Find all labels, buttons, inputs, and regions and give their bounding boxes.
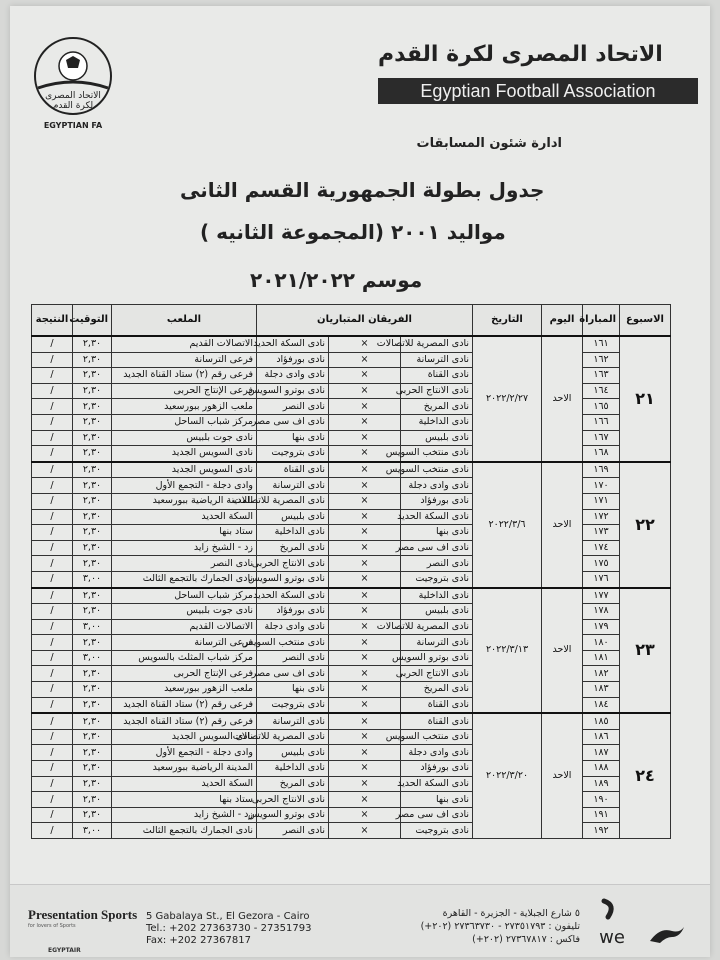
kickoff-time: ٢,٣٠: [73, 493, 112, 509]
versus-mark: ×: [329, 556, 401, 572]
home-team: نادى القناة: [401, 368, 473, 384]
venue: نادى جوت بلبيس: [112, 430, 257, 446]
home-team: نادى السكة الحديد: [401, 509, 473, 525]
match-result: /: [32, 462, 73, 478]
versus-mark: ×: [329, 635, 401, 651]
match-number: ١٧٥: [583, 556, 620, 572]
match-result: /: [32, 745, 73, 761]
week-number: ٢١: [620, 336, 671, 462]
kickoff-time: ٢,٣٠: [73, 729, 112, 745]
venue: مركز شباب المثلث بالسويس: [112, 650, 257, 666]
venue: ملعب الزهور ببورسعيد: [112, 682, 257, 698]
kickoff-time: ٢,٣٠: [73, 368, 112, 384]
match-result: /: [32, 509, 73, 525]
address-arabic: [421, 907, 580, 946]
home-team: نادى القناة: [401, 713, 473, 729]
week-number: ٢٢: [620, 462, 671, 588]
header-result: النتيجة: [32, 305, 73, 337]
home-team: نادى المريخ: [401, 399, 473, 415]
versus-mark: ×: [329, 761, 401, 777]
away-team: نادى السكة الحديد: [257, 336, 329, 352]
match-result: /: [32, 761, 73, 777]
address-line-ar: ٥ شارع الجبلاية - الجزيرة - القاهرة: [442, 908, 580, 919]
match-result: /: [32, 336, 73, 352]
versus-mark: ×: [329, 525, 401, 541]
header-teams: الفريقان المتباريان: [257, 305, 473, 337]
versus-mark: ×: [329, 430, 401, 446]
home-team: نادى الترسانة: [401, 352, 473, 368]
kickoff-time: ٢,٣٠: [73, 666, 112, 682]
away-team: نادى بوترو السويس: [257, 807, 329, 823]
match-number: ١٩٢: [583, 823, 620, 839]
away-team: نادى بتروجيت: [257, 697, 329, 713]
versus-mark: ×: [329, 792, 401, 808]
kickoff-time: ٢,٣٠: [73, 604, 112, 620]
away-team: نادى الداخلية: [257, 525, 329, 541]
header-match-no: المباراة: [583, 305, 620, 337]
header-day: اليوم: [542, 305, 583, 337]
kickoff-time: ٢,٣٠: [73, 745, 112, 761]
page-title: جدول بطولة الجمهورية القسم الثانى: [180, 178, 545, 202]
table-row: [32, 336, 671, 352]
fax-line: Fax: +202 27367817: [146, 935, 251, 946]
versus-mark: ×: [329, 588, 401, 604]
match-result: /: [32, 713, 73, 729]
venue: نادى الجمارك بالتجمع الثالث: [112, 571, 257, 587]
away-team: نادى الترسانة: [257, 478, 329, 494]
table-header-row: [32, 305, 671, 337]
versus-mark: ×: [329, 729, 401, 745]
versus-mark: ×: [329, 807, 401, 823]
home-team: نادى المريخ: [401, 682, 473, 698]
week-number: ٢٤: [620, 713, 671, 838]
match-number: ١٨٦: [583, 729, 620, 745]
versus-mark: ×: [329, 823, 401, 839]
venue: فرعى رقم (٢) ستاد القناة الجديد: [112, 368, 257, 384]
match-date: ٢٠٢٢/٢/٢٧: [473, 336, 542, 462]
table-row: [32, 713, 671, 729]
match-number: ١٧٣: [583, 525, 620, 541]
match-number: ١٧٠: [583, 478, 620, 494]
venue: فرعى رقم (٢) ستاد القناة الجديد: [112, 697, 257, 713]
venue: زد - الشيخ زايد: [112, 807, 257, 823]
match-result: /: [32, 729, 73, 745]
match-number: ١٨٧: [583, 745, 620, 761]
away-team: نادى الداخلية: [257, 761, 329, 777]
away-team: نادى اف سى مصر: [257, 666, 329, 682]
away-team: نادى بوترو السويس: [257, 571, 329, 587]
away-team: نادى المريخ: [257, 776, 329, 792]
match-result: /: [32, 383, 73, 399]
versus-mark: ×: [329, 368, 401, 384]
venue: فرعى رقم (٢) ستاد القناة الجديد: [112, 713, 257, 729]
venue: مركز شباب الساحل: [112, 588, 257, 604]
match-result: /: [32, 571, 73, 587]
versus-mark: ×: [329, 650, 401, 666]
kickoff-time: ٢,٣٠: [73, 399, 112, 415]
venue: نادى النصر: [112, 556, 257, 572]
away-team: نادى بتروجيت: [257, 446, 329, 462]
kickoff-time: ٢,٣٠: [73, 414, 112, 430]
match-result: /: [32, 666, 73, 682]
match-result: /: [32, 556, 73, 572]
venue: نادى السويس الجديد: [112, 446, 257, 462]
match-number: ١٦١: [583, 336, 620, 352]
logo-line1: الاتحاد المصرى: [45, 91, 101, 101]
match-result: /: [32, 525, 73, 541]
match-number: ١٦٤: [583, 383, 620, 399]
versus-mark: ×: [329, 697, 401, 713]
home-team: نادى بنها: [401, 792, 473, 808]
tel-line-ar: تليفون : ٢٧٣٥١٧٩٣ - ٢٧٣٦٣٧٣٠ (٢٠٢+): [420, 921, 580, 932]
away-team: نادى بورفؤاد: [257, 604, 329, 620]
efa-logo: [30, 36, 116, 136]
match-day: الاحد: [542, 588, 583, 714]
kickoff-time: ٣,٠٠: [73, 571, 112, 587]
header-venue: الملعب: [112, 305, 257, 337]
kickoff-time: ٢,٣٠: [73, 430, 112, 446]
kickoff-time: ٢,٣٠: [73, 352, 112, 368]
home-team: نادى بلبيس: [401, 604, 473, 620]
away-team: نادى الانتاج الحربى: [257, 556, 329, 572]
home-team: نادى وادى دجلة: [401, 478, 473, 494]
away-team: نادى القناة: [257, 462, 329, 478]
match-date: ٢٠٢٢/٣/١٣: [473, 588, 542, 714]
venue: المدينة الرياضية ببورسعيد: [112, 761, 257, 777]
kickoff-time: ٢,٣٠: [73, 635, 112, 651]
versus-mark: ×: [329, 604, 401, 620]
match-date: ٢٠٢٢/٣/٦: [473, 462, 542, 588]
kickoff-time: ٣,٠٠: [73, 650, 112, 666]
match-result: /: [32, 478, 73, 494]
away-team: نادى بلبيس: [257, 745, 329, 761]
match-number: ١٧٨: [583, 604, 620, 620]
away-team: نادى المصرية للاتصالات: [257, 729, 329, 745]
versus-mark: ×: [329, 509, 401, 525]
match-number: ١٨٣: [583, 682, 620, 698]
match-date: ٢٠٢٢/٣/٢٠: [473, 713, 542, 838]
match-number: ١٨٤: [583, 697, 620, 713]
home-team: نادى منتخب السويس: [401, 729, 473, 745]
kickoff-time: ٢,٣٠: [73, 509, 112, 525]
home-team: نادى بتروجيت: [401, 823, 473, 839]
away-team: نادى النصر: [257, 823, 329, 839]
home-team: نادى الداخلية: [401, 414, 473, 430]
kickoff-time: ٣,٠٠: [73, 619, 112, 635]
page-footer: [10, 884, 710, 957]
away-team: نادى اف سى مصر: [257, 414, 329, 430]
away-team: نادى الانتاج الحربى: [257, 792, 329, 808]
match-number: ١٦٧: [583, 430, 620, 446]
away-team: نادى المصرية للاتصالات: [257, 493, 329, 509]
match-result: /: [32, 792, 73, 808]
kickoff-time: ٢,٣٠: [73, 761, 112, 777]
match-number: ١٧٢: [583, 509, 620, 525]
kickoff-time: ٢,٣٠: [73, 556, 112, 572]
match-number: ١٨١: [583, 650, 620, 666]
kickoff-time: ٢,٣٠: [73, 525, 112, 541]
match-result: /: [32, 823, 73, 839]
home-team: نادى وادى دجلة: [401, 745, 473, 761]
versus-mark: ×: [329, 446, 401, 462]
sponsor-name: Presentation Sports: [28, 907, 138, 922]
venue: نادى الجمارك بالتجمع الثالث: [112, 823, 257, 839]
match-result: /: [32, 493, 73, 509]
match-result: /: [32, 368, 73, 384]
tel-line: Tel.: +202 27363730 - 27351793: [146, 923, 312, 934]
home-team: نادى اف سى مصر: [401, 540, 473, 556]
match-result: /: [32, 682, 73, 698]
match-number: ١٨٢: [583, 666, 620, 682]
home-team: نادى منتخب السويس: [401, 446, 473, 462]
match-number: ١٦٢: [583, 352, 620, 368]
we-logo: [586, 895, 638, 951]
home-team: نادى السكة الحديد: [401, 776, 473, 792]
puma-logo-icon: [646, 923, 686, 947]
match-number: ١٨٨: [583, 761, 620, 777]
home-team: نادى الانتاج الحربى: [401, 666, 473, 682]
kickoff-time: ٢,٣٠: [73, 682, 112, 698]
away-team: نادى وادى دجلة: [257, 619, 329, 635]
versus-mark: ×: [329, 776, 401, 792]
versus-mark: ×: [329, 383, 401, 399]
home-team: نادى بورفؤاد: [401, 493, 473, 509]
kickoff-time: ٢,٣٠: [73, 383, 112, 399]
kickoff-time: ٢,٣٠: [73, 807, 112, 823]
venue: مركز شباب الساحل: [112, 414, 257, 430]
match-number: ١٨٥: [583, 713, 620, 729]
we-logo-text: we: [599, 927, 625, 948]
versus-mark: ×: [329, 713, 401, 729]
match-result: /: [32, 650, 73, 666]
address-line: 5 Gabalaya St., El Gezora - Cairo: [146, 911, 310, 922]
away-team: نادى الترسانة: [257, 713, 329, 729]
versus-mark: ×: [329, 399, 401, 415]
away-team: نادى النصر: [257, 650, 329, 666]
season-label: موسم ٢٠٢١/٢٠٢٢: [250, 268, 423, 292]
versus-mark: ×: [329, 414, 401, 430]
away-team: نادى المريخ: [257, 540, 329, 556]
table-row: [32, 462, 671, 478]
venue: فرعى الترسانة: [112, 352, 257, 368]
home-team: نادى بوترو السويس: [401, 650, 473, 666]
schedule-table: [31, 304, 671, 839]
home-team: نادى القناة: [401, 697, 473, 713]
airline-logo: EGYPTAIR: [48, 947, 81, 954]
home-team: نادى بلبيس: [401, 430, 473, 446]
match-result: /: [32, 414, 73, 430]
venue: الاتصالات القديم: [112, 336, 257, 352]
versus-mark: ×: [329, 682, 401, 698]
page-subtitle: مواليد ٢٠٠١ (المجموعة الثانيه ): [200, 220, 506, 244]
match-result: /: [32, 430, 73, 446]
away-team: نادى النصر: [257, 399, 329, 415]
match-result: /: [32, 776, 73, 792]
away-team: نادى منتخب السويس: [257, 635, 329, 651]
away-team: نادى السكة الحديد: [257, 588, 329, 604]
department-label: ادارة شئون المسابقات: [416, 136, 562, 151]
match-result: /: [32, 540, 73, 556]
kickoff-time: ٢,٣٠: [73, 462, 112, 478]
kickoff-time: ٢,٣٠: [73, 478, 112, 494]
match-result: /: [32, 399, 73, 415]
versus-mark: ×: [329, 336, 401, 352]
kickoff-time: ٢,٣٠: [73, 713, 112, 729]
logo-line2: لكرة القدم: [52, 101, 94, 111]
home-team: نادى منتخب السويس: [401, 462, 473, 478]
kickoff-time: ٢,٣٠: [73, 446, 112, 462]
venue: زد - الشيخ زايد: [112, 540, 257, 556]
venue: الاتصالات القديم: [112, 619, 257, 635]
away-team: نادى وادى دجلة: [257, 368, 329, 384]
venue: السكة الحديد: [112, 509, 257, 525]
kickoff-time: ٢,٣٠: [73, 540, 112, 556]
match-result: /: [32, 604, 73, 620]
venue: نادى السويس الجديد: [112, 462, 257, 478]
match-number: ١٦٦: [583, 414, 620, 430]
versus-mark: ×: [329, 745, 401, 761]
kickoff-time: ٣,٠٠: [73, 823, 112, 839]
match-number: ١٦٩: [583, 462, 620, 478]
away-team: نادى بنها: [257, 682, 329, 698]
home-team: نادى بورفؤاد: [401, 761, 473, 777]
home-team: نادى المصرية للاتصالات: [401, 619, 473, 635]
header-time: التوقيت: [73, 305, 112, 337]
match-number: ١٨٠: [583, 635, 620, 651]
kickoff-time: ٢,٣٠: [73, 776, 112, 792]
table-row: [32, 588, 671, 604]
sponsor-tagline: for lovers of Sports: [28, 923, 76, 929]
match-day: الاحد: [542, 713, 583, 838]
venue: نادى السويس الجديد: [112, 729, 257, 745]
home-team: نادى بنها: [401, 525, 473, 541]
home-team: نادى النصر: [401, 556, 473, 572]
venue: فرعى الترسانة: [112, 635, 257, 651]
home-team: نادى بتروجيت: [401, 571, 473, 587]
venue: ستاد بنها: [112, 792, 257, 808]
match-result: /: [32, 352, 73, 368]
kickoff-time: ٢,٣٠: [73, 588, 112, 604]
kickoff-time: ٢,٣٠: [73, 792, 112, 808]
match-number: ١٦٨: [583, 446, 620, 462]
match-day: الاحد: [542, 462, 583, 588]
match-number: ١٦٥: [583, 399, 620, 415]
venue: وادى دجلة - التجمع الأول: [112, 745, 257, 761]
home-team: نادى الانتاج الحربى: [401, 383, 473, 399]
org-name-english: Egyptian Football Association: [378, 78, 698, 104]
kickoff-time: ٢,٣٠: [73, 697, 112, 713]
match-number: ١٧٤: [583, 540, 620, 556]
versus-mark: ×: [329, 666, 401, 682]
match-day: الاحد: [542, 336, 583, 462]
address-english: [146, 911, 311, 947]
week-number: ٢٣: [620, 588, 671, 714]
org-name-arabic: الاتحاد المصرى لكرة القدم: [378, 42, 663, 67]
versus-mark: ×: [329, 540, 401, 556]
venue: السكة الحديد: [112, 776, 257, 792]
home-team: نادى الترسانة: [401, 635, 473, 651]
match-number: ١٦٣: [583, 368, 620, 384]
home-team: نادى اف سى مصر: [401, 807, 473, 823]
kickoff-time: ٢,٣٠: [73, 336, 112, 352]
match-number: ١٧٧: [583, 588, 620, 604]
document-page: [10, 6, 710, 956]
match-result: /: [32, 588, 73, 604]
versus-mark: ×: [329, 352, 401, 368]
venue: نادى جوت بلبيس: [112, 604, 257, 620]
match-result: /: [32, 619, 73, 635]
match-number: ١٧٦: [583, 571, 620, 587]
away-team: نادى بلبيس: [257, 509, 329, 525]
match-number: ١٩٠: [583, 792, 620, 808]
match-number: ١٩١: [583, 807, 620, 823]
venue: فرعى الإنتاج الحربى: [112, 666, 257, 682]
versus-mark: ×: [329, 462, 401, 478]
fax-line-ar: فاكس : ٢٧٣٦٧٨١٧ (٢٠٢+): [472, 934, 580, 945]
versus-mark: ×: [329, 493, 401, 509]
header-date: التاريخ: [473, 305, 542, 337]
venue: فرعى الإنتاج الحربى: [112, 383, 257, 399]
home-team: نادى الداخلية: [401, 588, 473, 604]
versus-mark: ×: [329, 478, 401, 494]
venue: المدينة الرياضية ببورسعيد: [112, 493, 257, 509]
versus-mark: ×: [329, 619, 401, 635]
match-number: ١٧٩: [583, 619, 620, 635]
logo-caption: EGYPTIAN FA: [43, 121, 103, 130]
match-number: ١٨٩: [583, 776, 620, 792]
home-team: نادى المصرية للاتصالات: [401, 336, 473, 352]
match-result: /: [32, 635, 73, 651]
versus-mark: ×: [329, 571, 401, 587]
away-team: نادى بوترو السويس: [257, 383, 329, 399]
match-number: ١٧١: [583, 493, 620, 509]
header-week: الاسبوع: [620, 305, 671, 337]
venue: ملعب الزهور ببورسعيد: [112, 399, 257, 415]
away-team: نادى بنها: [257, 430, 329, 446]
match-result: /: [32, 807, 73, 823]
match-result: /: [32, 697, 73, 713]
match-result: /: [32, 446, 73, 462]
away-team: نادى بورفؤاد: [257, 352, 329, 368]
venue: وادى دجلة - التجمع الأول: [112, 478, 257, 494]
venue: ستاد بنها: [112, 525, 257, 541]
